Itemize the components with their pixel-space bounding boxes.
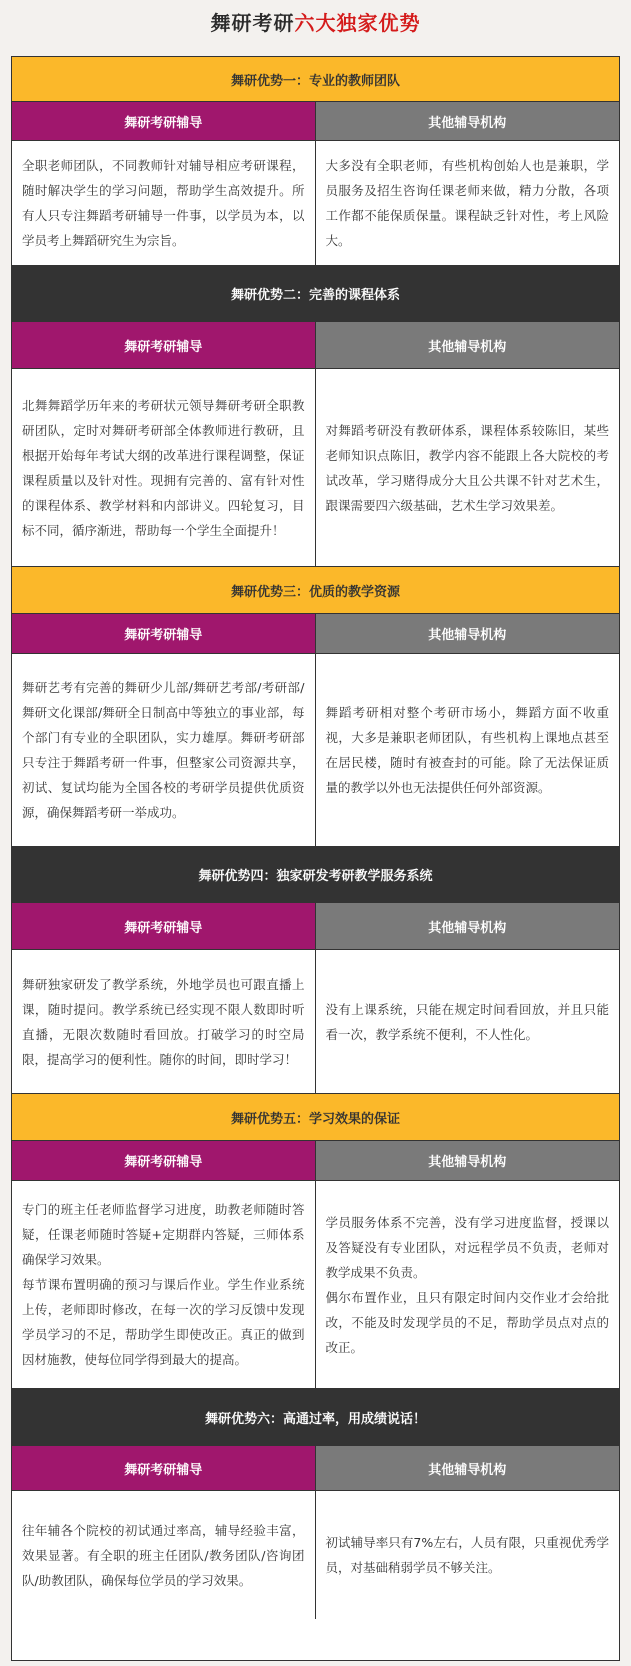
column-header-ours: 舞研考研辅导 xyxy=(12,1446,316,1490)
our-description: 全职老师团队，不同教师针对辅导相应考研课程，随时解决学生的学习问题，帮助学生高效提升。所有人只专注舞蹈考研辅导一件事，以学员为本，以学员考上舞蹈研究生为宗旨。 xyxy=(12,141,316,265)
section-heading: 舞研优势五：学习效果的保证 xyxy=(12,1094,619,1141)
section-heading: 舞研优势六：高通过率，用成绩说话！ xyxy=(12,1389,619,1446)
others-description: 学员服务体系不完善，没有学习进度监督，授课以及答疑没有专业团队，对远程学员不负责，老师对教学成果不负责。 偶尔布置作业，且只有限定时间内交作业才会给批改，不能及时发现学员的不足，帮助学员点对点的改正。 xyxy=(325,1214,609,1355)
column-header-others: 其他辅导机构 xyxy=(316,102,620,140)
page-title-accent: 六大独家优势 xyxy=(294,11,421,35)
column-headers xyxy=(12,1446,619,1491)
column-headers xyxy=(12,903,619,950)
page-title-main: 舞研考研 xyxy=(210,11,295,35)
our-description: 舞研艺考有完善的舞研少儿部/舞研艺考部/考研部/舞研文化课部/舞研全日制高中等独立的事业部，每个部门有专业的全职团队，实力雄厚。舞研考研部只专注于舞蹈考研一件事，但整家公司资源共享，初试、复试均能为全国各校的考研学员提供优质资源，确保舞蹈考研一举成功。 xyxy=(12,654,316,846)
column-header-others: 其他辅导机构 xyxy=(316,322,620,368)
others-description: 对舞蹈考研没有教研体系，课程体系较陈旧，某些老师知识点陈旧，教学内容不能跟上各大院校的考试改革，学习赌得成分大且公共课不针对艺术生，跟课需要四六级基础，艺术生学习效果差。 xyxy=(325,422,609,513)
advantage-section-4 xyxy=(12,847,619,1094)
column-header-ours: 舞研考研辅导 xyxy=(12,903,316,949)
section-heading: 舞研优势二：完善的课程体系 xyxy=(12,266,619,322)
column-header-others: 其他辅导机构 xyxy=(316,614,620,653)
page-title xyxy=(0,0,631,46)
comparison-row xyxy=(12,950,619,1094)
column-header-ours: 舞研考研辅导 xyxy=(12,102,316,140)
column-header-ours: 舞研考研辅导 xyxy=(12,1141,316,1180)
advantage-section-5 xyxy=(12,1094,619,1389)
comparison-row xyxy=(12,654,619,847)
column-header-others: 其他辅导机构 xyxy=(316,903,620,949)
comparison-row xyxy=(12,141,619,266)
our-description: 往年辅各个院校的初试通过率高，辅导经验丰富，效果显著。有全职的班主任团队/教务团队/咨询团队/助教团队，确保每位学员的学习效果。 xyxy=(12,1491,316,1619)
comparison-row xyxy=(12,1491,619,1619)
column-header-others: 其他辅导机构 xyxy=(316,1141,620,1180)
advantage-section-3 xyxy=(12,567,619,847)
section-heading: 舞研优势四：独家研发考研教学服务系统 xyxy=(12,847,619,903)
column-headers xyxy=(12,1141,619,1181)
comparison-table xyxy=(11,56,620,1661)
others-description: 大多没有全职老师，有些机构创始人也是兼职，学员服务及招生咨询任课老师来做，精力分散，各项工作都不能保质保量。课程缺乏针对性，考上风险大。 xyxy=(325,158,609,248)
column-header-ours: 舞研考研辅导 xyxy=(12,614,316,653)
advantage-section-2 xyxy=(12,266,619,567)
column-headers xyxy=(12,614,619,654)
column-header-ours: 舞研考研辅导 xyxy=(12,322,316,368)
our-description: 北舞舞蹈学历年来的考研状元领导舞研考研全职教研团队，定时对舞研考研部全体教师进行教研，且根据开始每年考试大纲的改革进行课程调整，保证课程质量以及针对性。现拥有完善的、富有针对性的课程体系、教学材料和内部讲义。四轮复习，目标不同，循序渐进，帮助每一个学生全面提升！ xyxy=(12,369,316,566)
our-description: 专门的班主任老师监督学习进度，助教老师随时答疑，任课老师随时答疑+定期群内答疑，三师体系确保学习效果。 每节课布置明确的预习与课后作业。学生作业系统上传，老师即时修改，在每一次的学习反馈中发现学员学习的不足，帮助学生即使改正。真正的做到因材施教，使每位同学得到最大的提高。 xyxy=(12,1181,316,1388)
column-headers xyxy=(12,102,619,141)
our-description: 舞研独家研发了教学系统，外地学员也可跟直播上课，随时提问。教学系统已经实现不限人数即时听直播，无限次数随时看回放。打破学习的时空局限，提高学习的便利性。随你的时间，即时学习！ xyxy=(12,950,316,1093)
comparison-row xyxy=(12,1181,619,1389)
advantage-section-1 xyxy=(12,57,619,266)
section-heading: 舞研优势一：专业的教师团队 xyxy=(12,57,619,102)
comparison-row xyxy=(12,369,619,567)
others-description: 没有上课系统，只能在规定时间看回放，并且只能看一次，教学系统不便利，不人性化。 xyxy=(325,1001,609,1042)
column-header-others: 其他辅导机构 xyxy=(316,1446,620,1490)
advantage-section-6 xyxy=(12,1389,619,1619)
others-description: 初试辅导率只有7%左右，人员有限，只重视优秀学员，对基础稍弱学员不够关注。 xyxy=(325,1535,609,1575)
others-description: 舞蹈考研相对整个考研市场小，舞蹈方面不收重视，大多是兼职老师团队，有些机构上课地点甚至在居民楼，随时有被查封的可能。除了无法保证质量的教学以外也无法提供任何外部资源。 xyxy=(325,705,609,795)
column-headers xyxy=(12,322,619,369)
section-heading: 舞研优势三：优质的教学资源 xyxy=(12,567,619,614)
